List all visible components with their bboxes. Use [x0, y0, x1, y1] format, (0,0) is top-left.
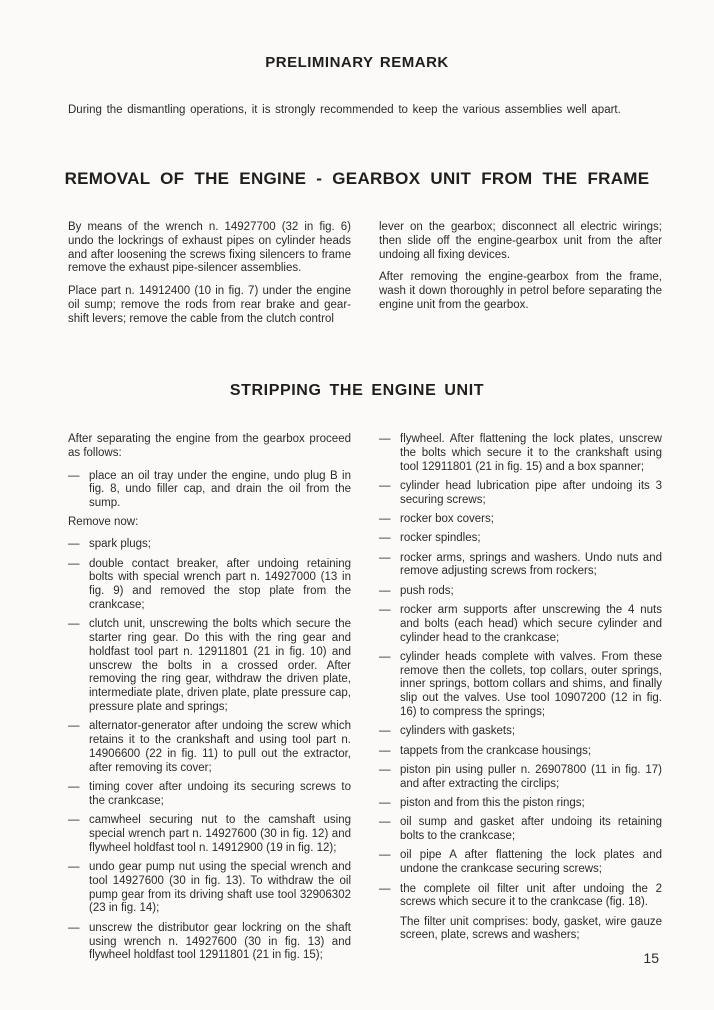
- bullet-dash: —: [379, 433, 391, 445]
- stripping-left-column: [68, 433, 351, 969]
- list-item: [379, 797, 662, 811]
- bullet-text: cylinder heads complete with valves. From these remove then the collets, top collars, outer springs, inner springs, bottom collars and shims, and finally slip out the valves. Use tool 10907200 (12 in fig. 16) to compress the springs;: [400, 650, 662, 719]
- bullet-dash: —: [68, 861, 80, 874]
- section-heading-stripping: STRIPPING THE ENGINE UNIT: [229, 382, 485, 399]
- bullet-text: unscrew the distributor gear lockring on the shaft using wrench n. 14927600 (30 in fig. 13) and flywheel holdfast tool 12911801 (21 in fig. 15);: [89, 921, 351, 962]
- bullet-text: rocker arms, springs and washers. Undo nuts and remove adjusting screws from rockers;: [400, 551, 662, 578]
- bullet-dash: —: [68, 814, 80, 827]
- bullet-dash: —: [379, 512, 391, 525]
- bullet-dash: —: [379, 725, 391, 738]
- list-item: [68, 470, 351, 511]
- list-item: [68, 618, 351, 715]
- bullet-dash: —: [379, 584, 391, 597]
- removal-left-paragraph-2: Place part n. 14912400 (10 in fig. 7) under the engine oil sump; remove the rods from rear brake and gear-shift levers; remove the cable from the clutch control: [68, 285, 351, 325]
- bullet-dash: —: [68, 557, 80, 570]
- bullet-dash: —: [379, 744, 391, 757]
- list-item: [379, 552, 662, 580]
- list-item: [68, 861, 351, 916]
- list-item: [68, 781, 351, 809]
- remove-now-label: Remove now:: [68, 516, 139, 529]
- intro-paragraph: During the dismantling operations, it is strongly recommended to keep the various assemblies well apart.: [68, 104, 621, 116]
- bullet-text: oil sump and gasket after undoing its retaining bolts to the crankcase;: [400, 816, 662, 843]
- bullet-dash: —: [379, 532, 391, 545]
- list-item: [379, 480, 662, 508]
- list-item: [379, 532, 662, 546]
- bullet-dash: —: [379, 603, 391, 616]
- list-item: [379, 883, 662, 911]
- bullet-dash: —: [68, 781, 80, 794]
- removal-left-paragraph-1: By means of the wrench n. 14927700 (32 in fig. 6) undo the lockrings of exhaust pipes on cylinder heads and after loosening the screws fixing silencers to frame remove the exhaust pipe-silencer assemblies.: [68, 221, 351, 275]
- bullet-dash: —: [379, 797, 391, 810]
- bullet-text: rocker spindles;: [400, 532, 481, 545]
- list-item: [68, 538, 351, 552]
- bullet-dash: —: [379, 882, 391, 895]
- bullet-dash: —: [68, 469, 80, 482]
- bullet-text: timing cover after undoing its securing screws to the crankcase;: [89, 781, 351, 807]
- list-item: [379, 764, 662, 792]
- list-item: [68, 720, 351, 775]
- bullet-dash: —: [379, 650, 391, 663]
- list-item: [68, 814, 351, 855]
- stripping-intro: After separating the engine from the gearbox proceed as follows:: [68, 433, 351, 459]
- bullet-text: camwheel securing nut to the camshaft using special wrench part n. 14927600 (30 in fig. 12) and flywheel holdfast tool n. 14912900 (19 in fig. 12);: [89, 814, 351, 854]
- bullet-text: tappets from the crankcase housings;: [400, 744, 592, 757]
- bullet-text: piston and from this the piston rings;: [400, 797, 585, 810]
- page-title: PRELIMINARY REMARK: [265, 54, 449, 71]
- bullet-dash: —: [68, 618, 80, 631]
- list-item: [379, 433, 662, 474]
- list-item: [379, 513, 662, 527]
- bullet-text: rocker arm supports after unscrewing the 4 nuts and bolts (each head) which secure cylinder and cylinder head to the crankcase;: [400, 603, 662, 644]
- list-item: [379, 816, 662, 844]
- list-item: [379, 585, 662, 599]
- bullet-text: rocker box covers;: [400, 512, 494, 525]
- bullet-text: double contact breaker, after undoing retaining bolts with special wrench part n. 14927000 (13 in fig. 9) and removed the stop plate from the crankcase;: [89, 557, 351, 611]
- list-item: [379, 604, 662, 645]
- bullet-text: flywheel. After flattening the lock plates, unscrew the bolts which secure it to the crankshaft using tool 12911801 (21 in fig. 15) and a box spanner;: [400, 433, 662, 473]
- removal-right-column: [379, 221, 662, 336]
- removal-right-paragraph-2: After removing the engine-gearbox from the frame, wash it down thoroughly in petrol before separating the engine unit from the gearbox.: [379, 271, 662, 311]
- bullet-dash: —: [68, 538, 80, 551]
- list-item: [379, 849, 662, 877]
- bullet-text: undo gear pump nut using the special wrench and tool 14927600 (30 in fig. 13). To withdraw the oil pump gear from its driving shaft use tool 32906302 (23 in fig. 14);: [89, 861, 351, 915]
- bullet-text: push rods;: [400, 584, 454, 597]
- bullet-text: spark plugs;: [89, 538, 152, 551]
- list-item: [68, 558, 351, 613]
- bullet-dash: —: [379, 551, 391, 564]
- bullet-dash: —: [379, 763, 391, 776]
- list-item: [379, 725, 662, 739]
- removal-left-column: [68, 221, 351, 336]
- bullet-dash: —: [68, 921, 80, 934]
- bullet-text: the complete oil filter unit after undoing the 2 screws which secure it to the crankcase (fig. 18).: [400, 882, 662, 909]
- page-number: 15: [643, 950, 659, 966]
- stripping-columns: [68, 433, 662, 969]
- bullet-text: piston pin using puller n. 26907800 (11 in fig. 17) and after extracting the circlips;: [400, 763, 662, 790]
- bullet-dash: —: [379, 849, 391, 862]
- bullet-text: cylinders with gaskets;: [400, 725, 516, 738]
- list-item: [68, 922, 351, 963]
- bullet-text: cylinder head lubrication pipe after undoing its 3 securing screws;: [400, 479, 662, 506]
- stripping-right-column: [379, 433, 662, 969]
- bullet-dash: —: [379, 479, 391, 492]
- bullet-text: place an oil tray under the engine, undo plug B in fig. 8, undo filler cap, and drain the oil from the sump.: [89, 469, 351, 510]
- bullet-text: clutch unit, unscrewing the bolts which secure the starter ring gear. Do this with the ring gear and holdfast tool part n. 12911801 (21 in fig. 10) and unscrew the bolts in a crossed order. After removing the ring gear, withdraw the driven plate, intermediate plate, driven plate, plate pressure cap, pressure plate and springs;: [89, 618, 351, 714]
- bullet-dash: —: [379, 816, 391, 829]
- section-heading-removal: REMOVAL OF THE ENGINE - GEARBOX UNIT FROM THE FRAME: [64, 169, 650, 188]
- list-item: [379, 651, 662, 720]
- removal-right-paragraph-1: lever on the gearbox; disconnect all electric wirings; then slide off the engine-gearbox unit from the after undoing all fixing devices.: [379, 221, 662, 261]
- removal-columns: [68, 221, 662, 336]
- list-item: [379, 745, 662, 759]
- filter-unit-note: The filter unit comprises: body, gasket, wire gauze screen, plate, screws and washers;: [400, 915, 662, 942]
- bullet-text: alternator-generator after undoing the screw which retains it to the crankshaft and using tool part n. 14906600 (22 in fig. 11) to pull out the extractor, after removing its cover;: [89, 720, 351, 774]
- bullet-dash: —: [68, 720, 80, 733]
- bullet-text: oil pipe A after flattening the lock plates and undone the crankcase securing screws;: [400, 849, 662, 876]
